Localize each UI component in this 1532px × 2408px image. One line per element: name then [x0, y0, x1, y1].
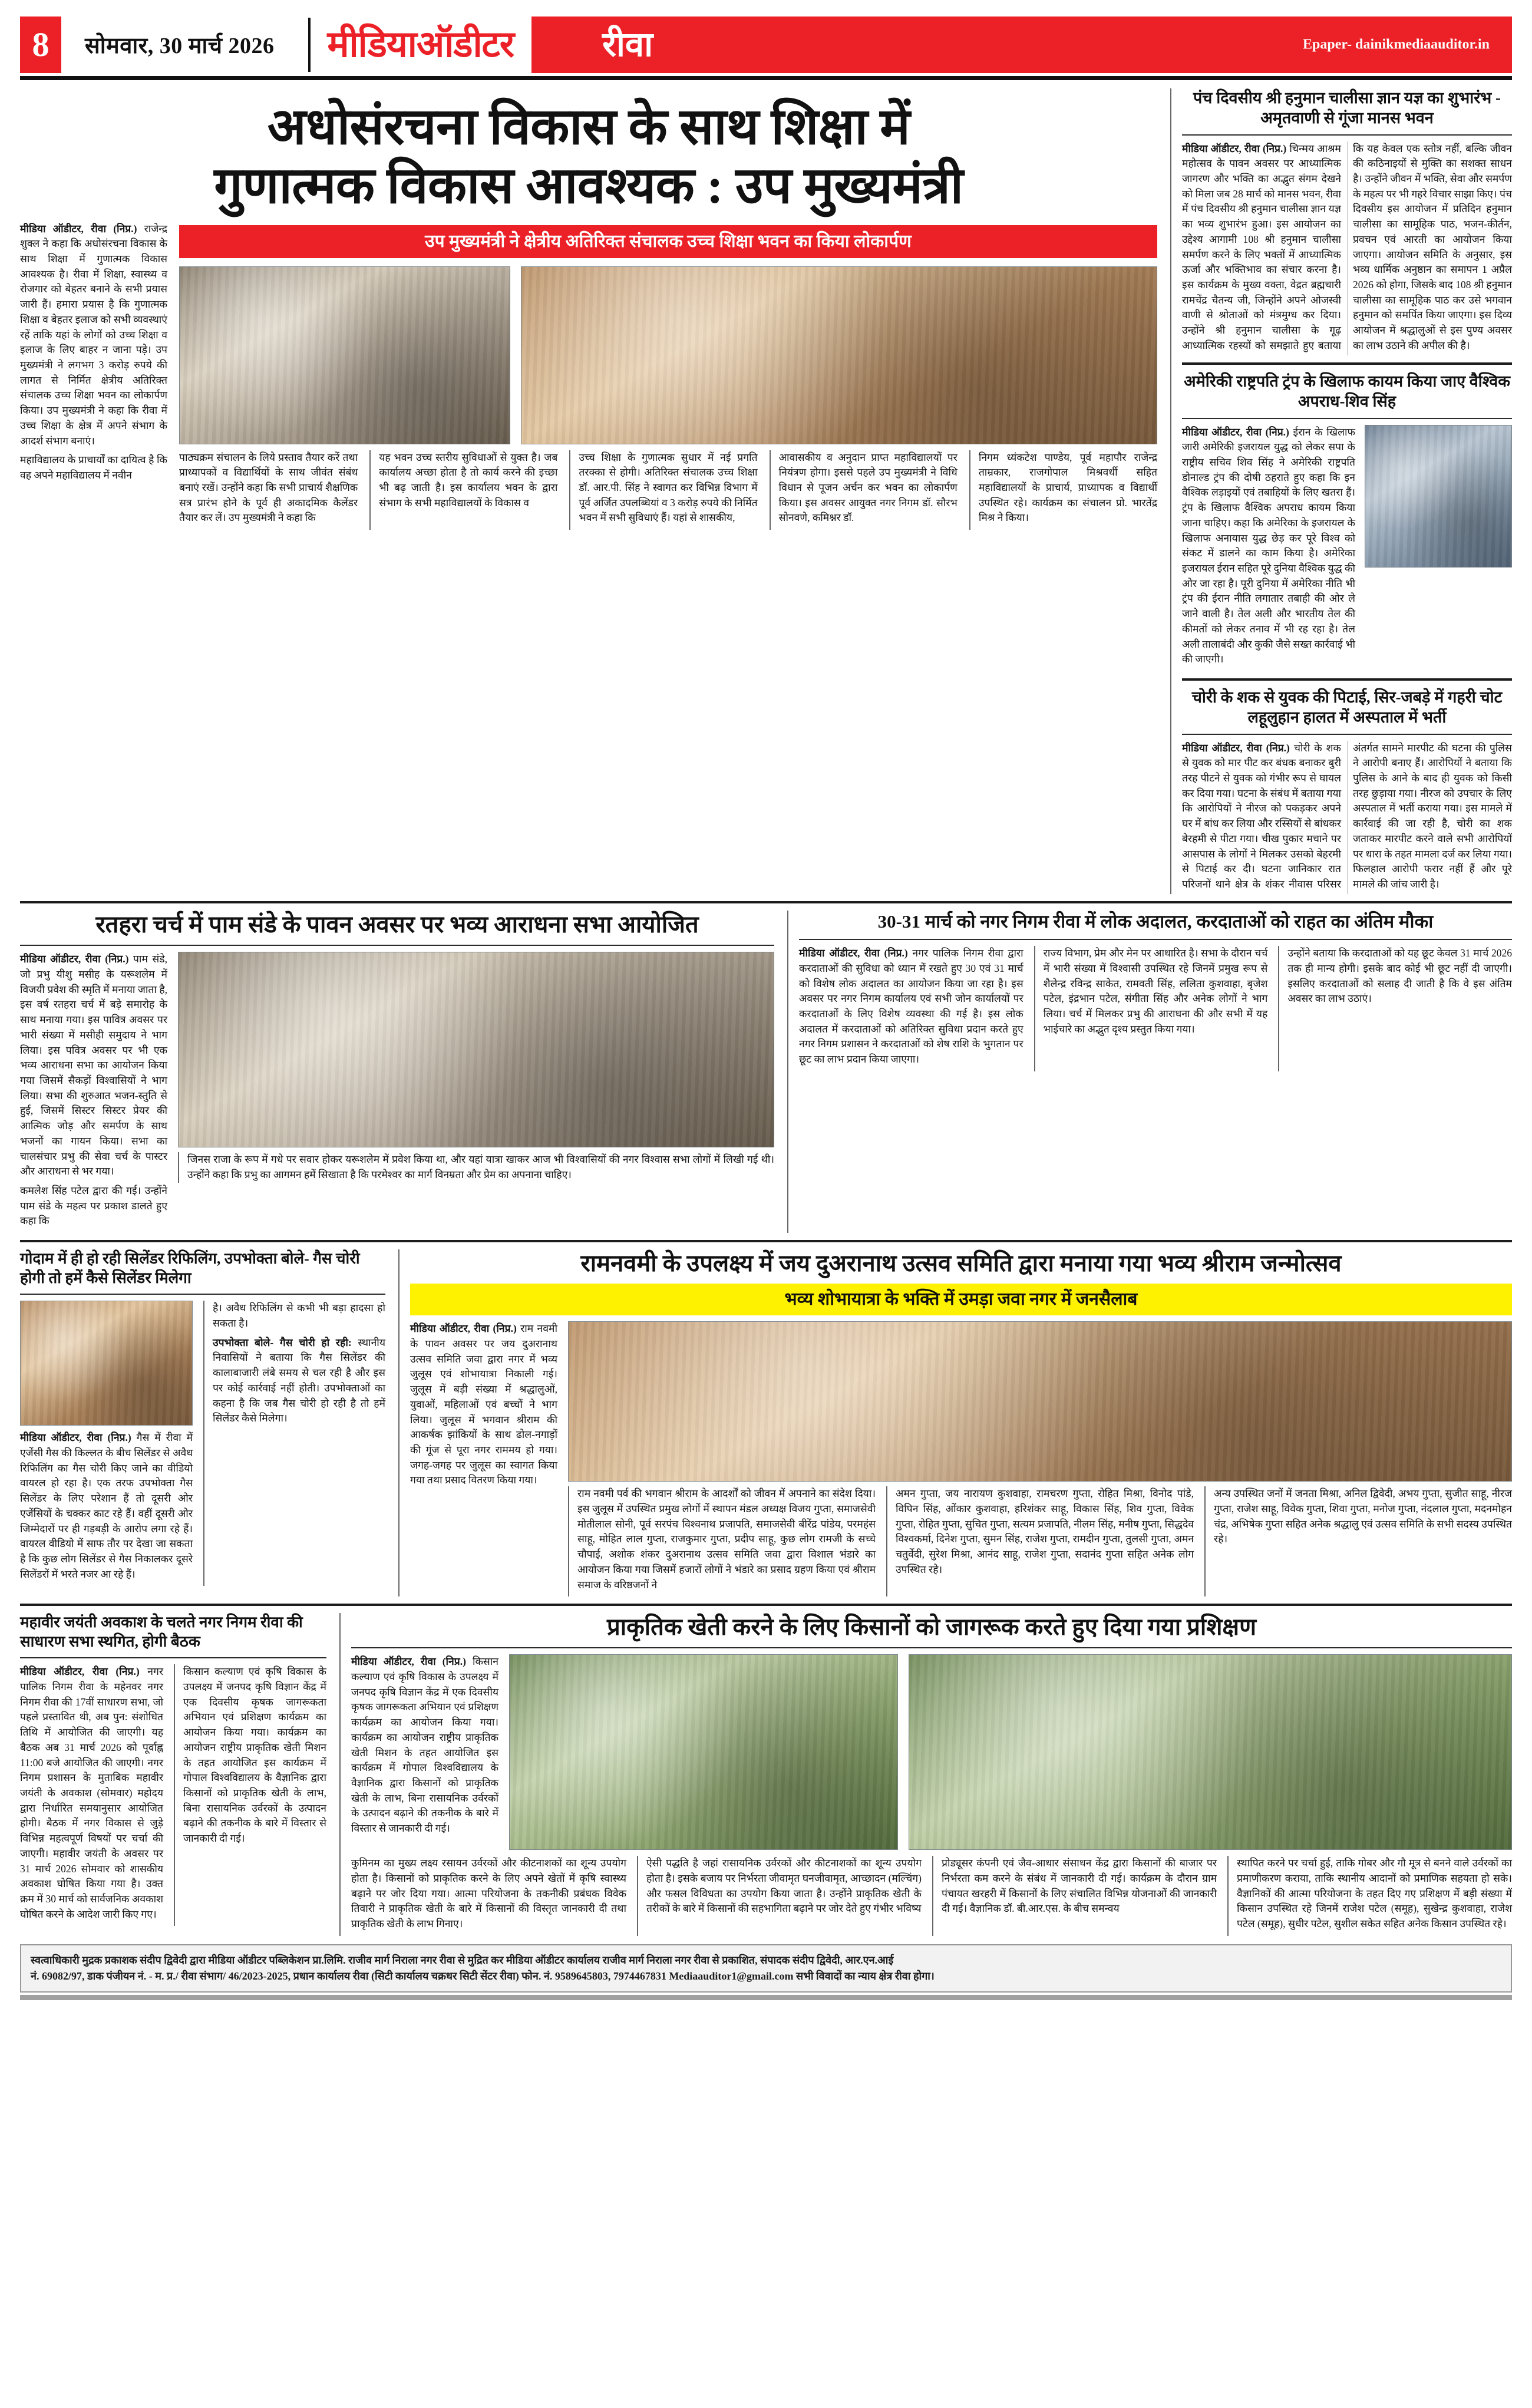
rail-rule-2	[1182, 362, 1512, 365]
lead-photo-row	[179, 266, 1157, 444]
mahavir-rule	[20, 1657, 326, 1658]
mahavir-headline: महावीर जयंती अवकाश के चलते नगर निगम रीवा की साधारण सभा स्थगित, होगी बैठक	[20, 1614, 303, 1650]
story-mahavir	[20, 1613, 326, 1936]
kheti-lower-columns	[351, 1856, 1512, 1936]
lead-column-3: यह भवन उच्च स्तरीय सुविधाओं से युक्त है। जब कार्यालय अच्छा होता है तो कार्य करने की इच्छा भी बढ़ जाती है। इस कार्यालय भवन के द्वारा संभाग के सभी महाविद्यालयों के विकास व	[369, 450, 557, 530]
lead-subhead-wrap	[179, 225, 1157, 258]
story-ramnavami	[398, 1249, 1512, 1596]
kheti-column-4: प्रोड्यूसर कंपनी एवं जैव-आधार संसाधन केंद्र द्वारा किसानों की बाजार पर निर्भरता कम करने के संबंध में जानकारी दी गई। कार्यक्रम के दौरान ग्राम पंचायत खरहरी में किसानों के लिए संचालित विभिन्न योजनाओं की जानकारी दी गई। वैज्ञानिक डॉ. बी.आर.एस. के बीच समन्वय	[932, 1856, 1217, 1936]
ramnavami-column-3: अमन गुप्ता, जय नारायण कुशवाहा, रामचरण गुप्ता, रोहित मिश्रा, विनोद पांडे, विपिन सिंह, ओंकार कुशवाहा, हरिशंकर साहू, विकास सिंह, शिव गुप्ता, विवेक गुप्ता, रोहित गुप्ता, सुचित गुप्ता, सत्यम प्रजापति, नीलम सिंह, मनीष गुप्ता, सिद्धदेव विश्वकर्मा, दिनेश गुप्ता, सुमन सिंह, राजेश गुप्ता, रामदीन गुप्ता, तुलसी गुप्ता, अमन चतुर्वेदी, सुरेश मिश्रा, आनंद साहू, राजेश गुप्ता, सदानंद गुप्ता सहित अनेक लोग उपस्थित रहे।	[886, 1486, 1194, 1596]
nigam-rule	[799, 939, 1512, 940]
lead-headline	[20, 98, 1157, 216]
rail-story-2-body	[1182, 425, 1355, 672]
lead-column-5: आवासकीय व अनुदान प्राप्त महाविद्यालयों पर नियंत्रण होगा। इससे पहले उप मुख्यमंत्री ने विधि विधान से पूजन अर्चन कर भवन का लोकार्पण किया। इस अवसर आयुक्त नगर निगम डॉ. सौरभ सोनवणे, कमिश्नर डॉ.	[770, 450, 958, 530]
masthead	[20, 17, 1512, 73]
lead-col1-text: राजेन्द्र शुक्ल ने कहा कि अधोसंरचना विकास के साथ शिक्षा में गुणात्मक विकास आवश्यक है। रीवा में शिक्षा, स्वास्थ्य व रोजगार को बेहतर बनाने के सभी प्रयास जारी हैं। हमारा प्रयास है कि गुणात्मक शिक्षा व बेहतर इलाज को सभी व्यवस्थाएं रहें ताकि यहां के लोगों को उच्च शिक्षा व इलाज के लिए बाहर न जाना पड़े। उप मुख्यमंत्री ने लगभग 3 करोड़ रुपये की लागत से निर्मित क्षेत्रीय अतिरिक्त संचालक उच्च शिक्षा भवन का लोकार्पण किया। उप मुख्यमंत्री ने कहा कि रीवा में उच्च शिक्षा के क्षेत्र में अपने संभाग के आदर्श संभाग बनाएं।	[20, 222, 167, 447]
nigam-column-3: उन्होंने बताया कि करदाताओं को यह छूट केवल 31 मार्च 2026 तक ही मान्य होगी। इसके बाद कोई भी छूट नहीं दी जाएगी। इसलिए करदाताओं को सलाह दी जाती है कि वे इस अंतिम अवसर का लाभ उठाएं।	[1278, 946, 1512, 1071]
lead-col1b-text: महाविद्यालय के प्राचार्यों का दायित्व है कि वह अपने महाविद्यालय में नवीन	[20, 454, 167, 481]
band-church-nigam	[20, 911, 1512, 1233]
rail-story-1-byline: मीडिया ऑडीटर, रीवा (निप्र.)	[1182, 142, 1287, 154]
rail-story-1-text: चिन्मय आश्रम महोत्सव के पावन अवसर पर आध्यात्मिक जागरण और भक्ति का अद्भुत संगम देखने को मिला जब 28 मार्च को मानस भवन, रीवा में पंच दिवसीय श्री हनुमान चालीसा ज्ञान यज्ञ का भव्य शुभारंभ हुआ। इस आयोजन का उद्देश्य आगामी 108 श्री हनुमान चालीसा समर्पण करने के लिए भक्तों में आध्यात्मिक ऊर्जा और भक्तिभाव का संचार करना है। इस कार्यक्रम के मुख्य वक्ता, वेद्रत ब्रह्मचारी रामचेंद्र चैतन्य जी, जिन्होंने अपने ओजस्वी वाणी से श्रोताओं को मंत्रमुग्ध कर दिया। उन्होंने श्री हनुमान चालीसा के गूढ़ आध्यात्मिक रहस्यों को समझाते हुए बताया कि यह केवल एक स्तोत्र नहीं, बल्कि जीवन की कठिनाइयों से मुक्ति का सशक्त साधन है। उन्होंने जीवन में भक्ति, सेवा और समर्पण के महत्व पर भी गहरे विचार साझा किए। पंच दिवसीय इस आयोजन में प्रतिदिन हनुमान चालीसा का सामूहिक पाठ, भजन-कीर्तन, प्रवचन एवं आरती का आयोजन किया जाएगा। आयोजन समिति के अनुसार, इस भव्य धार्मिक अनुष्ठान का समापन 1 अप्रैल 2026 को होगा, जिसके बाद 108 श्री हनुमान चालीसा का सामूहिक पाठ कर उसे भगवान हनुमान को समर्पित किया जाएगा। इस दिव्य आयोजन में श्रद्धालुओं से इस पुण्य अवसर का लाभ उठाने की अपील की है।	[1182, 142, 1512, 351]
nigam-column-1: मीडिया ऑडीटर, रीवा (निप्र.) नगर पालिक निगम रीवा द्वारा करदाताओं की सुविधा को ध्यान में रखते हुए 30 एवं 31 मार्च को विशेष लोक अदालत का आयोजन किया जा रहा है। इस अवसर पर नगर निगम कार्यालय एवं सभी जोन कार्यालयों पर करदाताओं के लिए विशेष व्यवस्था की गई है। इस लोक अदालत में करदाताओं को अतिरिक्त सुविधा प्रदान करते हुए नगर निगम प्रशासन ने करदाताओं को शेष राशि के भुगतान पर छूट का लाभ प्रदान किया जाएगा।	[799, 947, 1023, 1066]
story-church	[20, 911, 774, 1233]
ramnavami-body	[410, 1321, 1512, 1596]
rail-story-1-headline: पंच दिवसीय श्री हनुमान चालीसा ज्ञान यज्ञ का शुभारंभ - अमृतवाणी से गूंजा मानस भवन	[1193, 89, 1501, 127]
rail-story-3-text: चोरी के शक से युवक को मार पीट कर बंधक बनाकर बुरी तरह पीटने से युवक को गंभीर रूप से घायल कर दिया गया। घटना के संबंध में बताया गया कि आरोपियों ने नीरज को पकड़कर अपने घर में बांध कर लिया और रस्सियों से बांधकर बेरहमी से पीटा गया। चीख पुकार मचाने पर आसपास के लोगों ने मिलकर उसको बेहरमी से पिटाई कर दी। घटना जानिकार रात परिजनों थाने क्षेत्र के शंकर नीवास परिसर अंतर्गत सामने मारपीट की घटना की पुलिस ने आरोपी बनाए हैं। आरोपियों ने बताया कि पुलिस के आने के बाद ही युवक को किसी तरह छुड़ाया गया। नीरज को उपचार के लिए अस्पताल में भर्ती कराया गया। इस मामले में कार्रवाई की जा रही है, चोरी का शक जताकर मारपीट करने वाले सभी आरोपियों पर धारा के तहत मामला दर्ज कर लिया गया। फिलहाल आरोपी फरार नहीं हैं और पूरे मामले की जांच जारी है।	[1182, 741, 1512, 890]
lead-headline-line2: गुणात्मक विकास आवश्यक : उप मुख्यमंत्री	[214, 157, 963, 214]
ramnavami-photo-col	[568, 1321, 1512, 1596]
footer-line-2: नं. 69082/97, डाक पंजीयन नं. - म. प्र./ रीवा संभाग/ 46/2023-2025, प्रधान कार्यालय रीवा (सिटी कार्यालय चक्रधर सिटी सेंटर रीवा) फोन. नं. 9589645803, 7974467831 Mediaauditor1@gmail.com सभी विवादों का न्याय क्षेत्र रीवा होगा।	[31, 1970, 935, 1982]
city-band	[531, 17, 1512, 73]
rail-rule-1	[1182, 134, 1512, 136]
lead-columns	[179, 450, 1157, 530]
cylinder-column-2: है। अवैध रिफिलिंग से कभी भी बड़ा हादसा हो सकता है। उपभोक्ता बोले- गैस चोरी हो रही: स्थानीय निवासियों ने बताया कि गैस सिलेंडर की कालाबाजारी लंबे समय से चल रही है और इस पर कोई कार्रवाई नहीं होती। उपभोक्ताओं का कहना है कि जब गैस चोरी हो रही है तो हमें सिलेंडर कैसे मिलेगा।	[203, 1301, 385, 1586]
church-column-1: मीडिया ऑडीटर, रीवा (निप्र.) पाम संडे, जो प्रभु यीशु मसीह के यरूशलेम में विजयी प्रवेश की स्मृति में मनाया जाता है, इस वर्ष रतहरा चर्च में बड़े समारोह के साथ मनाया गया। इस पावित्र अवसर पर भारी संख्या में मसीही समुदाय ने भाग लिया। इस पवित्र अवसर पर भी एक भव्य आराधना सभा का आयोजन किया गया जिसमें सैकड़ों विश्वासियों ने भाग लिया। सभा की शुरुआत भजन-स्तुति से हुई, जिसमें सिस्टर सिस्टर प्रेयर की आत्मिक जोड़ और समर्पण के साथ भजनों का गायन किया। सभा का चालसंचार प्रभु की सेवा चर्च के पास्टर और आराधना से भर गया। कमलेश सिंह पटेल द्वारा की गई। उन्होंने पाम संडे के महत्व पर प्रकाश डालते हुए कहा कि	[20, 952, 167, 1233]
lead-column-2: पाठ्यक्रम संचालन के लिये प्रस्ताव तैयार करें तथा प्राध्यापकों व विद्यार्थियों के साथ जीवंत संबंध बनाएं रखें। उन्होंने कहा कि सभी प्राचार्य शैक्षणिक सत्र प्रारंभ होने के पूर्व ही अकादमिक कैलेंडर तैयार कर लें। उप मुख्यमंत्री ने कहा कि	[179, 451, 358, 524]
city-name: रीवा	[602, 25, 653, 64]
lead-grid	[20, 222, 1157, 530]
mahavir-column-2: किसान कल्याण एवं कृषि विकास के उपलक्ष्य में जनपद कृषि विज्ञान केंद्र में एक दिवसीय कृषक जागरूकता अभियान एवं प्रशिक्षण कार्यक्रम का आयोजन किया गया। कार्यक्रम का आयोजन राष्ट्रीय प्राकृतिक खेती मिशन के तहत आयोजित इस कार्यक्रम में गोपाल विश्वविद्यालय के वैज्ञानिक द्वारा किसानों को प्राकृतिक खेती के लाभ, बिना रासायनिक उर्वरकों के उत्पादन बढ़ाने की तकनीक के बारे में विस्तार से जानकारी दी गई।	[174, 1664, 326, 1926]
lead-region	[20, 88, 1157, 894]
brand-logo-block	[311, 17, 531, 73]
band-cylinder-ramnavami	[20, 1249, 1512, 1596]
rail-story-2-byline: मीडिया ऑडीटर, रीवा (निप्र.)	[1182, 425, 1289, 438]
mahavir-byline: मीडिया ऑडीटर, रीवा (निप्र.)	[20, 1665, 140, 1678]
rail-rule-3	[1182, 418, 1512, 419]
lead-photo-ceremony	[521, 266, 1157, 444]
church-photo-col	[178, 952, 774, 1233]
rail-story-assault	[1182, 688, 1512, 894]
nigam-byline: मीडिया ऑडीटर, रीवा (निप्र.)	[799, 947, 908, 959]
rail-story-2-text: ईरान के खिलाफ जारी अमेरिकी इजरायल युद्ध को लेकर सपा के राष्ट्रीय सचिव शिव सिंह ने अमेरिकी राष्ट्रपति डोनाल्ड ट्रंप की दोषी ठहराते हुए कहा कि इन वैश्विक लड़ाइयों एवं तबाहियों के लिए खतरा हैं। ट्रंप के खिलाफ वैश्विक अपराध कायम किया जाना चाहिए। कहा कि अमेरिका के इजरायल के खिलाफ अनायास युद्ध छेड़ कर पूरे विश्व को संकट में डालने का काम किया है। अमेरिका इजरायल ईरान सहित पूरे दुनिया वैश्विक युद्ध की ओर जा रहा है। पूरी दुनिया में अमेरिका नीति भी ट्रंप की ईरान नीति लगातार तबाही की ओर ले जाने वाली है। तेल अली और भारतीय तेल की कीमतों को लेकर तनाव में भी रह रहा है। तेल अली तालाबंदी और कुकी जैसे सख्त कार्रवाई भी की जाएगी।	[1182, 425, 1355, 665]
rail-story-3-body	[1182, 741, 1512, 895]
kheti-top	[351, 1654, 1512, 1850]
lead-column-1	[20, 222, 167, 530]
church-col1b: कमलेश सिंह पटेल द्वारा की गई। उन्होंने पाम संडे के महत्व पर प्रकाश डालते हुए कहा कि	[20, 1185, 167, 1227]
band-mahavir-kheti	[20, 1613, 1512, 1936]
publication-date: सोमवार, 30 मार्च 2026	[85, 34, 275, 58]
masthead-rule	[20, 76, 1512, 80]
epaper-url[interactable]: Epaper- dainikmediaauditor.in	[1303, 37, 1490, 52]
story-kheti	[339, 1613, 1512, 1936]
kheti-byline: मीडिया ऑडीटर, रीवा (निप्र.)	[351, 1655, 466, 1668]
section-divider-2	[20, 1240, 1512, 1242]
footer-line-1: स्वत्वाधिकारी मुद्रक प्रकाशक संदीप द्विवेदी द्वारा मीडिया ऑडीटर पब्लिकेशन प्रा.लिमि. राजीव मार्ग निराला नगर रीवा से मुद्रित कर मीडिया ऑडीटर कार्यालय राजीव मार्ग निराला नगर रीवा से प्रकाशित, संपादक संदीप द्विवेदी, आर.एन.आई	[31, 1954, 894, 1966]
lead-main-block	[179, 222, 1157, 530]
kheti-column-2: कुमिनम का मुख्य लक्ष्य रसायन उर्वरकों और कीटनाशकों का शून्य उपयोग होता है। किसानों को प्राकृतिक करने के लिए अपने खेतों में कृषि स्वास्थ्य बढ़ाने पर जोर दिया गया। आत्मा परियोजना के तकनीकी प्रबंधक विवेक तिवारी ने प्राकृतिक खेती के बारे में किसानों की विस्तृत जानकारी दी तथा प्राकृतिक खेती के लाभ गिनाए।	[351, 1857, 626, 1930]
cylinder-headline: गोदाम में ही हो रही सिलेंडर रिफिलिंग, उपभोक्ता बोले- गैस चोरी होगी तो हमें कैसे सिलेंडर मिलेगा	[20, 1250, 360, 1287]
ramnavami-byline: मीडिया ऑडीटर, रीवा (निप्र.)	[410, 1322, 517, 1335]
cylinder-columns	[20, 1301, 385, 1586]
story-nigam	[787, 911, 1512, 1233]
cylinder-column-1: मीडिया ऑडीटर, रीवा (निप्र.) गैस में रीवा में एजेंसी गैस की किल्लत के बीच सिलेंडर से अवैध रिफिलिंग का गैस चोरी किए जाने का वीडियो वायरल हो रहा है। एक तरफ उपभोक्ता गैस सिलेंडर के लिए परेशान हैं तो दूसरी ओर एजेंसियों के चक्कर काट रहे हैं। वहीं दूसरी ओर जिम्मेदारों पर ही गड़बड़ी के आरोप लगा रहे हैं। वायरल वीडियो में साफ तौर पर देखा जा सकता है कि कुछ लोग सिलेंडर से गैस निकालकर दूसरे सिलेंडरों में भरते नजर आ रहे हैं।	[20, 1301, 193, 1586]
nigam-columns	[799, 946, 1512, 1071]
kheti-column-5: स्थापित करने पर चर्चा हुई, ताकि गोबर और गौ मूत्र से बनने वाले उर्वरकों का प्रमाणीकरण कराया, ताकि स्थानीय आदानों को प्रमाणिक सहयता हो सके। वैज्ञानिकों की आत्मा परियोजना के तहत दिए गए प्रशिक्षण में बड़ी संख्या में किसान उपस्थित रहे जिनमें राजेश पटेल (समूह), सुखेन्द्र कुशवाहा, राजेश पटेल (समूह), सुधीर पटेल, सुशील सकेत सहित अनेक किसान उपस्थित रहे।	[1227, 1856, 1512, 1936]
cylinder-byline: मीडिया ऑडीटर, रीवा (निप्र.)	[20, 1431, 131, 1444]
kheti-headline: प्राकृतिक खेती करने के लिए किसानों को जागरूक करते हुए दिया गया प्रशिक्षण	[606, 1614, 1257, 1641]
rail-story-2-headline: अमेरिकी राष्ट्रपति ट्रंप के खिलाफ कायम किया जाए वैश्विक अपराध-शिव सिंह	[1183, 372, 1511, 410]
lead-byline: मीडिया ऑडीटर, रीवा (निप्र.)	[20, 222, 137, 235]
ramnavami-column-2: राम नवमी पर्व की भगवान श्रीराम के आदर्शों को जीवन में अपनाने का संदेश दिया। इस जुलूस में उपस्थित प्रमुख लोगों में स्थापन मंडल अध्यक्ष विजय गुप्ता, समाजसेवी मोतीलाल सोनी, पूर्व सरपंच विश्वनाथ प्रजापति, समाजसेवी बीरेंद्र पांडेय, परमहंस साहू, मोहित लाल गुप्ता, राजकुमार गुप्ता, प्रदीप साहू, कुछ लोग रामजी के सच्चे चौपाई, अशोक शंकर दुअरानाथ उत्सव समिति जवा द्वारा विशाल भंडारे का आयोजन किया गया जिसमें हजारों लोगों ने भंडारे का प्रसाद ग्रहण किया एवं श्रीराम समाज के वरिष्ठजनों ने	[568, 1486, 876, 1596]
kheti-photo-banner	[909, 1654, 1512, 1850]
footer-imprint	[20, 1944, 1512, 1993]
church-column-2: जिनस राजा के रूप में गधे पर सवार होकर यरूशलेम में प्रवेश किया था, और यहां यात्रा खाकर आज भी विश्वासियों की नगर विश्वास सभा लोगों में लिखी गई थी। उन्होंने कहा कि प्रभु का आगमन हमें सिखाता है कि परमेश्वर का मार्ग विनम्रता और प्रेम का अपनाना चाहिए।	[178, 1152, 774, 1182]
story-cylinder	[20, 1249, 385, 1596]
church-headline: रतहरा चर्च में पाम संडे के पावन अवसर पर भव्य आराधना सभा आयोजित	[95, 911, 699, 938]
brand-name: मीडियाऑडीटर	[327, 25, 514, 65]
nigam-column-2: राज्य विभाग, प्रेम और मेन पर आधारित है। सभा के दौरान चर्च में भारी संख्या में विश्वासी उपस्थित रहे जिनमें प्रमुख रूप से शैलेन्द्र रविन्द्र साकेत, रामवती सिंह, ललिता कुशवाहा, बृजेश पटेल, इंद्रभान पटेल, संगीता सिंह और अनेक लोगों ने भाग लिया। चर्च में मिलकर प्रभु की आराधना की और सभी में यह भाईचारे का अद्भुत दृश्य प्रस्तुत किया गया।	[1034, 946, 1268, 1071]
mahavir-columns	[20, 1664, 326, 1926]
church-byline: मीडिया ऑडीटर, रीवा (निप्र.)	[20, 953, 129, 965]
rail-story-1-body	[1182, 141, 1512, 356]
rail-story-trump	[1182, 372, 1512, 671]
lead-photo-building	[179, 266, 510, 444]
main-content-row	[20, 88, 1512, 894]
section-divider-1	[20, 901, 1512, 903]
rail-story-3-byline: मीडिया ऑडीटर, रीवा (निप्र.)	[1182, 741, 1290, 754]
ramnavami-yellow-subheadline: भव्य शोभायात्रा के भक्ति में उमड़ा जवा नगर में जनसैलाब	[410, 1284, 1512, 1315]
kheti-rule	[351, 1647, 1512, 1648]
kheti-column-1: मीडिया ऑडीटर, रीवा (निप्र.) किसान कल्याण एवं कृषि विकास के उपलक्ष्य में जनपद कृषि विज्ञान केंद्र में एक दिवसीय कृषक जागरूकता अभियान एवं प्रशिक्षण कार्यक्रम का आयोजन किया गया। कार्यक्रम का आयोजन राष्ट्रीय प्राकृतिक खेती मिशन के तहत आयोजित इस कार्यक्रम में गोपाल विश्वविद्यालय के वैज्ञानिक द्वारा किसानों को प्राकृतिक खेती के लाभ, बिना रासायनिक उर्वरकों के उत्पादन बढ़ाने की तकनीक के बारे में विस्तार से जानकारी दी गई।	[351, 1655, 498, 1835]
cylinder-subhead: उपभोक्ता बोले- गैस चोरी हो रही:	[213, 1336, 352, 1348]
rail-rule-5	[1182, 734, 1512, 735]
lead-column-4: उच्च शिक्षा के गुणात्मक सुधार में नई प्रगति तरक्का से होगी। अतिरिक्त संचालक उच्च शिक्षा डॉ. आर.पी. सिंह ने स्वागत कर विभिन्न विभाग में पूर्व अर्जित उपलब्धियां व 3 करोड़ रुपये की निर्मित भवन में सभी सुविधाएं हैं। यहां से शासकीय,	[569, 450, 757, 530]
ramnavami-photo	[568, 1321, 1512, 1482]
kheti-photo-training	[509, 1654, 898, 1850]
footer-shadow-bar	[20, 1995, 1512, 2000]
lead-headline-line1: अधोसंरचना विकास के साथ शिक्षा में	[267, 98, 910, 155]
rail-photo-portrait	[1365, 425, 1512, 568]
nigam-headline: 30-31 मार्च को नगर निगम रीवा में लोक अदालत, करदाताओं को राहत का अंतिम मौका	[877, 911, 1434, 932]
section-divider-3	[20, 1604, 1512, 1606]
mahavir-column-1: मीडिया ऑडीटर, रीवा (निप्र.) नगर पालिक निगम रीवा के महेनवर नगर निगम रीवा की 17वीं साधारण सभा, जो पहले प्रस्तावित थी, अब पुन: संशोधित तिथि में आयोजित की जाएगी। यह बैठक अब 31 मार्च 2026 को पूर्वाह्न 11:00 बजे आयोजित की जाएगी। नगर निगम प्रशासन के मुताबिक महावीर जयंती के अवकाश (सोमवार) महोदय द्वारा निर्धारित समयानुसार आयोजित होगी। बैठक में नगर विकास से जुड़े विभिन्न महत्वपूर्ण विषयों पर चर्चा की जाएगी। महावीर जयंती के अवसर पर 31 मार्च 2026 सोमवार को शासकीय अवकाश घोषित किया गया है। उक्त क्रम में 30 मार्च को सार्वजनिक अवकाश घोषित करने के आदेश जारी किए गए।	[20, 1665, 163, 1920]
cylinder-rule	[20, 1294, 385, 1295]
page-number-badge: 8	[20, 17, 61, 73]
church-rule	[20, 945, 774, 946]
ramnavami-column-4: अन्य उपस्थित जनों में जनता मिश्रा, अनिल द्विवेदी, अभय गुप्ता, सुजीत साहू, नीरज गुप्ता, राजेश साहू, विवेक गुप्ता, शिवा गुप्ता, मनोज गुप्ता, नंदलाल गुप्ता, मदनमोहन चंद्र, अभिषेक गुप्ता सहित अनेक श्रद्धालु एवं उत्सव समिति के सभी सदस्य उपस्थित रहे।	[1204, 1486, 1512, 1596]
cylinder-photo	[20, 1301, 193, 1426]
rail-story-hanuman	[1182, 88, 1512, 355]
lead-red-subheadline: उप मुख्यमंत्री ने क्षेत्रीय अतिरिक्त संचालक उच्च शिक्षा भवन का किया लोकार्पण	[179, 225, 1157, 258]
church-photo	[178, 952, 774, 1147]
kheti-column-3: ऐसी पद्धति है जहां रासायनिक उर्वरकों और कीटनाशकों का शून्य उपयोग होता है। इसके बजाय पर निर्भरता जीवामृत घनजीवामृत, आच्छादन (मल्चिंग) और फसल विविधता का उपयोग किया जाता है। उन्होंने प्राकृतिक खेती के तरीकों के बारे में किसानों की सहभागिता बढ़ाने पर जोर देते हुए गंभीर भविष्य	[637, 1856, 922, 1936]
ramnavami-lower-columns	[568, 1486, 1512, 1596]
rail-story-3-headline: चोरी के शक से युवक की पिटाई, सिर-जबड़े में गहरी चोट लहूलुहान हालत में अस्पताल में भर्ती	[1191, 688, 1503, 726]
rail-rule-4	[1182, 678, 1512, 681]
ramnavami-column-1: मीडिया ऑडीटर, रीवा (निप्र.) राम नवमी के पावन अवसर पर जय दुअरानाथ उत्सव समिति जवा द्वारा नगर में भव्य जुलूस एवं शोभायात्रा निकाली गई। जुलूस में बड़ी संख्या में श्रद्धालुओं, युवाओं, महिलाओं एवं बच्चों ने भाग लिया। जुलूस में भगवान श्रीराम की आकर्षक झांकियों के साथ ढोल-नगाड़ों की गूंज से पूरा नगर राममय हो गया। जगह-जगह पर जुलूस का स्वागत किया गया तथा प्रसाद वितरण किया गया।	[410, 1322, 557, 1486]
right-rail	[1170, 88, 1512, 894]
lead-column-6: निगम ध्यंकटेश पाण्डेय, पूर्व महापौर राजेन्द्र ताम्रकार, राजगोपाल मिश्रवर्धी सहित महाविद्यालयों के प्राचार्य, प्राध्यापक व विद्यार्थी उपस्थित रहे। कार्यक्रम का संचालन प्रो. भारतेंद्र मिश्र ने किया।	[969, 450, 1157, 530]
ramnavami-headline: रामनवमी के उपलक्ष्य में जय दुअरानाथ उत्सव समिति द्वारा मनाया गया भव्य श्रीराम जन्मोत्सव	[580, 1250, 1342, 1277]
